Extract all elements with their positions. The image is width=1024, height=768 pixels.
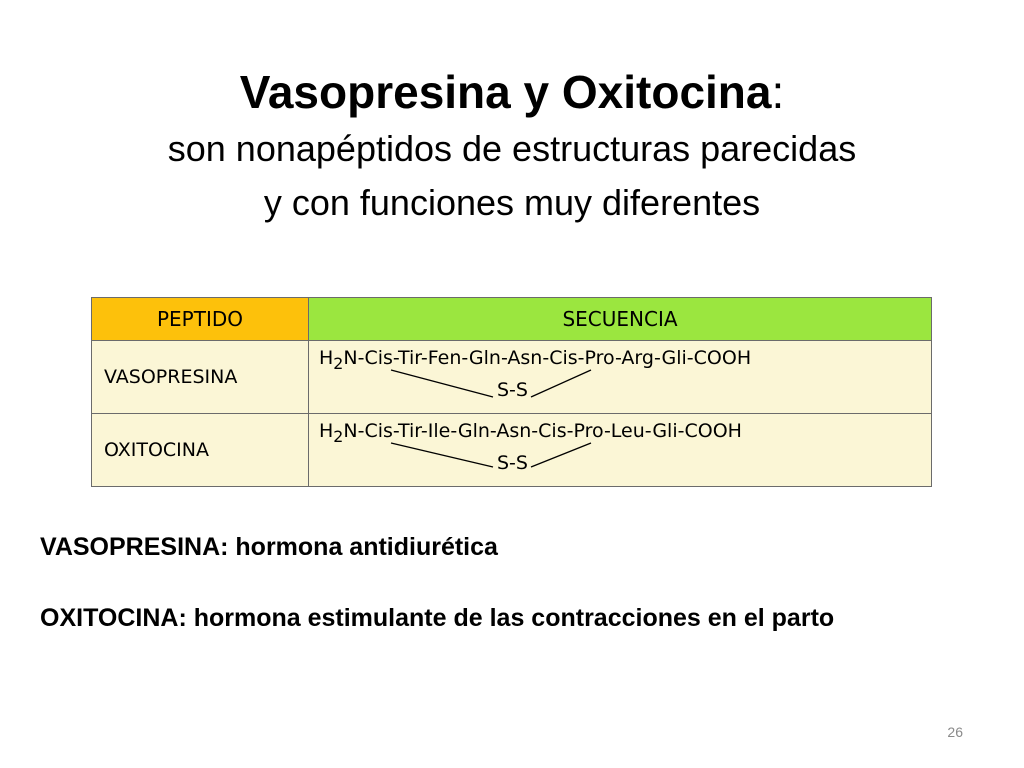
peptide-name: OXITOCINA xyxy=(92,414,309,487)
subtitle-line-2: y con funciones muy diferentes xyxy=(263,182,761,223)
header-peptido: PEPTIDO xyxy=(92,298,309,341)
slide-number: 26 xyxy=(947,724,963,740)
page-title xyxy=(0,62,1024,122)
title-main: Vasopresina y Oxitocina xyxy=(239,66,772,118)
description-oxitocina: OXITOCINA: hormona estimulante de las contracciones en el parto xyxy=(40,604,835,632)
sequence-cell xyxy=(309,414,932,487)
title-colon: : xyxy=(771,66,785,118)
table-header-row xyxy=(92,298,932,341)
disulfide-label: S-S xyxy=(497,379,528,401)
sequence-text: $H_2N-Cis-Tir-Ile-Gln-Asn-Cis-Pro-Leu-Gli$-COOH xyxy=(319,420,742,446)
disulfide-label: S-S xyxy=(497,452,528,474)
sequence-text: $H_2N-Cis-Tir-Fen-Gln-Asn-Cis-Pro-Arg-Gli$-COOH xyxy=(319,347,752,373)
subtitle-line-1: son nonapéptidos de estructuras parecidas xyxy=(167,128,857,169)
peptide-table xyxy=(91,297,932,487)
table-row xyxy=(92,414,932,487)
description-vasopresina: VASOPRESINA: hormona antidiurética xyxy=(40,533,498,561)
sequence-cell xyxy=(309,341,932,414)
table-row xyxy=(92,341,932,414)
title-block xyxy=(0,62,1024,230)
header-secuencia: SECUENCIA xyxy=(309,298,932,341)
peptide-name: VASOPRESINA xyxy=(92,341,309,414)
